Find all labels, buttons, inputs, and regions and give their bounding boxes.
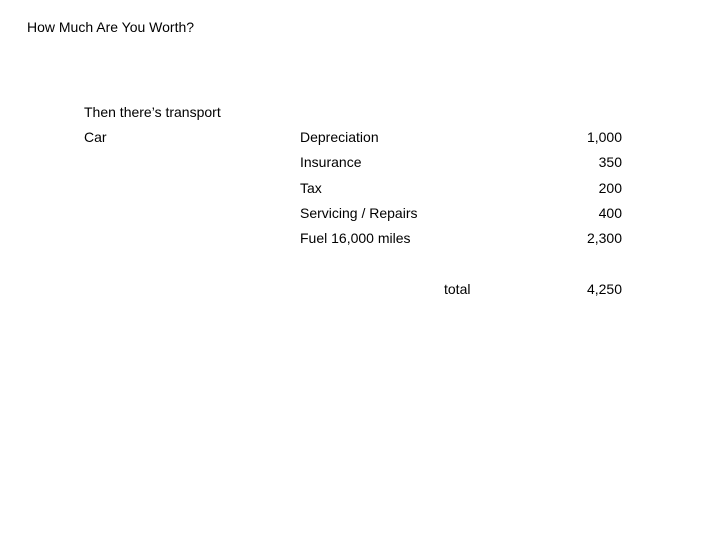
item-label-tax: Tax: [300, 180, 322, 196]
total-value: 4,250: [586, 281, 622, 297]
item-value-insurance: 350: [598, 154, 622, 170]
page-title: How Much Are You Worth?: [27, 19, 195, 35]
item-value-depreciation: 1,000: [586, 129, 622, 145]
item-value-fuel: 2,300: [586, 230, 622, 246]
category-label: Car: [84, 129, 107, 145]
item-label-depreciation: Depreciation: [300, 129, 379, 145]
item-label-insurance: Insurance: [300, 154, 362, 170]
item-value-servicing: 400: [598, 205, 622, 221]
item-label-fuel: Fuel 16,000 miles: [300, 230, 411, 246]
section-subtitle: Then there’s transport: [84, 104, 221, 120]
item-label-servicing: Servicing / Repairs: [300, 205, 418, 221]
item-value-tax: 200: [598, 180, 622, 196]
total-label: total: [444, 281, 471, 297]
